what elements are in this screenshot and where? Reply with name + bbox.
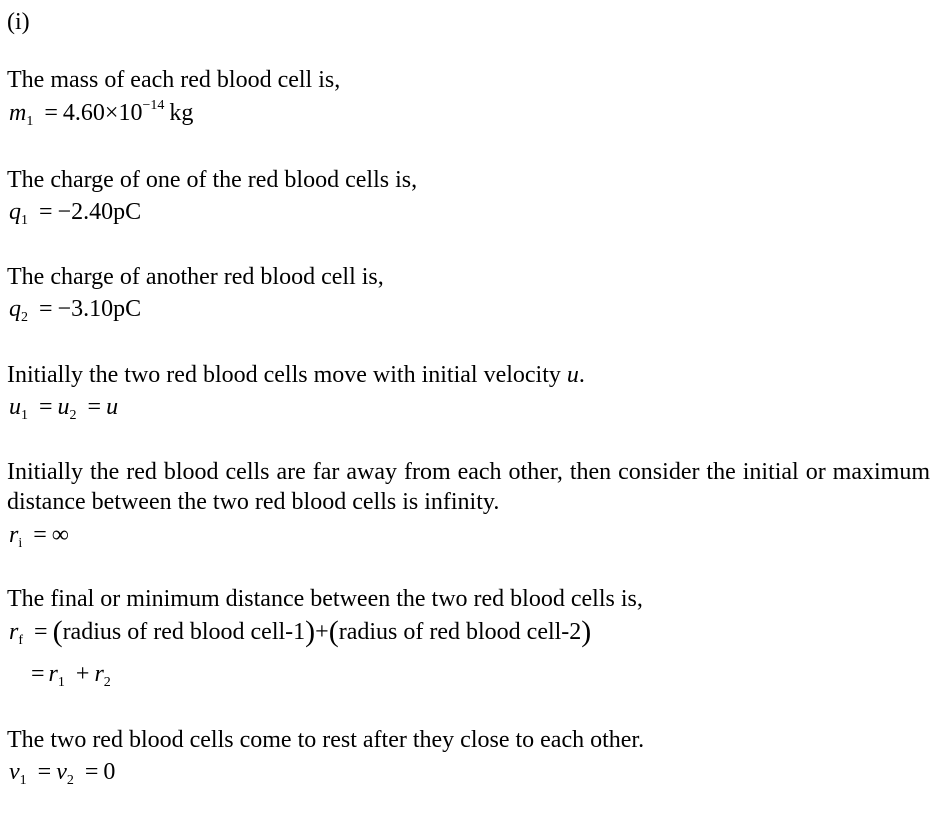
equals-sign: = xyxy=(37,759,52,785)
charge1-symbol: q xyxy=(9,199,21,225)
final-distance-symbol: r xyxy=(9,619,19,645)
velocity2-symbol: u xyxy=(57,394,70,420)
radius1-subscript: 1 xyxy=(57,675,65,690)
charge1-unit: pC xyxy=(113,199,142,225)
part-label: (i) xyxy=(7,9,30,35)
times-sign: × xyxy=(104,100,119,126)
final-distance-equation xyxy=(9,615,592,648)
rest-equation xyxy=(9,758,115,786)
radius2-symbol: r xyxy=(94,661,104,687)
charge2-equation xyxy=(9,295,141,323)
plus-sign: + xyxy=(315,619,329,645)
final-velocity1-symbol: v xyxy=(9,759,20,785)
velocity1-symbol: u xyxy=(9,394,21,420)
left-paren: ( xyxy=(52,615,63,648)
final-velocity2-subscript: 2 xyxy=(66,773,74,788)
velocity-text: Initially the two red blood cells move with initial velocity xyxy=(7,362,561,388)
velocity-variable: u xyxy=(566,362,579,388)
equals-sign: = xyxy=(39,199,53,225)
final-distance-statement: The final or minimum distance between the two red blood cells is, xyxy=(7,586,643,612)
mass-value: 4.60 xyxy=(62,100,105,126)
initial-distance-statement: Initially the red blood cells are far away from each other, then consider the initial or maximum distance between the two red blood cells is infinity. xyxy=(7,459,930,515)
radius2-subscript: 2 xyxy=(103,675,111,690)
infinity-value: ∞ xyxy=(51,522,69,548)
mass-unit: kg xyxy=(169,100,194,126)
mass-statement: The mass of each red blood cell is, xyxy=(7,67,341,93)
velocity-period: . xyxy=(578,362,585,388)
velocity-statement xyxy=(7,361,585,389)
charge2-statement: The charge of another red blood cell is, xyxy=(7,264,384,290)
mass-base: 10 xyxy=(118,100,143,126)
zero-value: 0 xyxy=(103,759,116,785)
radius1-symbol: r xyxy=(48,661,58,687)
initial-distance-subscript: i xyxy=(18,536,23,551)
radius-term-1: radius of red blood cell-1 xyxy=(62,619,306,645)
mass-exponent: −14 xyxy=(142,98,165,113)
mass-equation xyxy=(9,99,193,127)
radius-term-2: radius of red blood cell-2 xyxy=(338,619,582,645)
equals-sign: = xyxy=(39,394,53,420)
velocity-equation xyxy=(9,393,118,421)
mass-symbol: m xyxy=(9,100,27,126)
velocity-symbol: u xyxy=(106,394,119,420)
final-distance-sum xyxy=(31,660,111,688)
initial-distance-symbol: r xyxy=(9,522,19,548)
final-velocity2-symbol: v xyxy=(56,759,67,785)
equals-sign: = xyxy=(31,661,45,687)
right-paren: ) xyxy=(305,615,316,648)
equals-sign: = xyxy=(39,296,53,322)
final-velocity1-subscript: 1 xyxy=(19,773,27,788)
left-paren: ( xyxy=(328,615,339,648)
right-paren: ) xyxy=(581,615,592,648)
plus-sign: + xyxy=(75,661,90,687)
rest-statement: The two red blood cells come to rest after they close to each other. xyxy=(7,727,645,753)
charge1-value: −2.40 xyxy=(57,199,114,225)
initial-distance-equation xyxy=(9,521,69,549)
charge2-value: −3.10 xyxy=(57,296,114,322)
charge2-subscript: 2 xyxy=(21,310,28,325)
final-distance-subscript: f xyxy=(18,633,24,648)
equals-sign: = xyxy=(87,394,102,420)
equals-sign: = xyxy=(84,759,99,785)
charge1-statement: The charge of one of the red blood cells is, xyxy=(7,167,418,193)
velocity1-subscript: 1 xyxy=(21,408,28,423)
equals-sign: = xyxy=(34,619,48,645)
charge1-subscript: 1 xyxy=(21,213,28,228)
charge2-unit: pC xyxy=(113,296,142,322)
velocity2-subscript: 2 xyxy=(69,408,77,423)
mass-subscript: 1 xyxy=(26,114,34,129)
charge2-symbol: q xyxy=(9,296,21,322)
charge1-equation xyxy=(9,198,141,226)
equals-sign: = xyxy=(33,522,47,548)
equals-sign: = xyxy=(44,100,58,126)
